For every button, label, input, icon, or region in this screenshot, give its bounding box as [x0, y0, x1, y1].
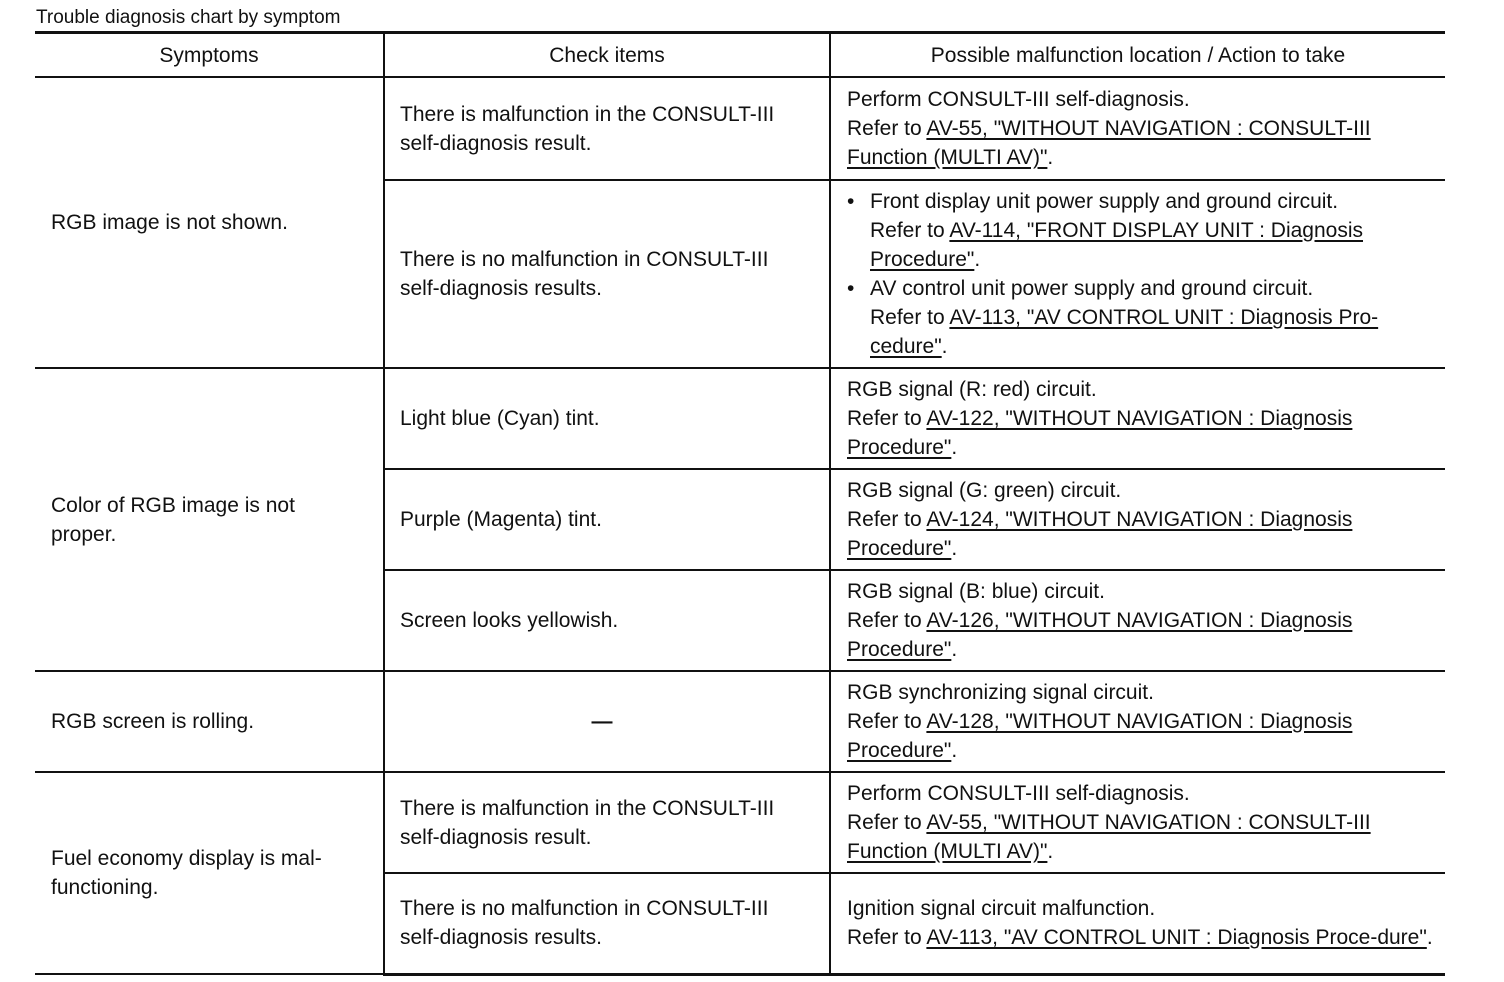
action-line: RGB signal (R: red) circuit.: [847, 378, 1097, 401]
symptom-text: Fuel economy display is mal-functioning.: [51, 847, 322, 899]
check-item-cell: [384, 570, 830, 671]
action-line: AV control unit power supply and ground circuit.: [870, 277, 1314, 300]
symptom-cell: [35, 77, 384, 368]
check-item-cell: [384, 772, 830, 873]
check-item-cell: [384, 671, 830, 772]
check-item-cell: [384, 180, 830, 368]
header-check-items: Check items: [384, 33, 830, 78]
action-refer: Refer to AV-55, "WITHOUT NAVIGATION : CONSULT-III Function (MULTI AV)".: [847, 117, 1371, 169]
reference-link[interactable]: AV-113, "AV CONTROL UNIT : Diagnosis Pro-cedure": [870, 306, 1379, 358]
header-symptoms: Symptoms: [35, 33, 384, 78]
symptom-cell: [35, 772, 384, 974]
action-cell: [830, 469, 1445, 570]
symptom-text: RGB image is not shown.: [51, 211, 288, 234]
action-refer: Refer to AV-126, "WITHOUT NAVIGATION : Diagnosis Procedure".: [847, 609, 1353, 661]
check-item-line: Screen looks yellowish.: [400, 609, 619, 632]
check-item-cell: [384, 469, 830, 570]
reference-link[interactable]: AV-114, "FRONT DISPLAY UNIT : Diagnosis Procedure": [870, 219, 1363, 271]
reference-link[interactable]: AV-124, "WITHOUT NAVIGATION : Diagnosis Procedure": [847, 508, 1353, 560]
symptom-text: RGB screen is rolling.: [51, 710, 255, 733]
action-bullet: [847, 274, 1439, 361]
action-refer: Refer to AV-128, "WITHOUT NAVIGATION : Diagnosis Procedure".: [847, 710, 1353, 762]
action-line: Perform CONSULT-III self-diagnosis.: [847, 782, 1190, 805]
check-item-line: There is malfunction in the CONSULT-III: [400, 102, 775, 126]
reference-link[interactable]: AV-122, "WITHOUT NAVIGATION : Diagnosis Procedure": [847, 407, 1353, 459]
action-refer: Refer to AV-113, "AV CONTROL UNIT : Diagnosis Proce-dure".: [847, 926, 1433, 950]
check-item-cell: [384, 368, 830, 469]
action-cell: [830, 570, 1445, 671]
action-refer: Refer to AV-113, "AV CONTROL UNIT : Diagnosis Pro-cedure".: [870, 306, 1379, 358]
action-line: RGB signal (B: blue) circuit.: [847, 580, 1105, 603]
bullet-icon: •: [847, 190, 855, 213]
check-item-cell: [384, 873, 830, 974]
action-cell: [830, 873, 1445, 974]
check-item-line: There is malfunction in the CONSULT-III: [400, 796, 775, 820]
table-row: [35, 671, 1445, 772]
action-line: RGB signal (G: green) circuit.: [847, 479, 1122, 502]
action-refer: Refer to AV-55, "WITHOUT NAVIGATION : CONSULT-III Function (MULTI AV)".: [847, 811, 1371, 863]
action-cell: [830, 180, 1445, 368]
action-bullet: [847, 187, 1439, 274]
bullet-icon: •: [847, 277, 855, 300]
em-dash: —: [591, 710, 613, 733]
action-cell: [830, 772, 1445, 873]
action-cell: [830, 368, 1445, 469]
check-item-cell: [384, 77, 830, 180]
action-refer: Refer to AV-122, "WITHOUT NAVIGATION : Diagnosis Procedure".: [847, 407, 1353, 459]
reference-link[interactable]: AV-126, "WITHOUT NAVIGATION : Diagnosis Procedure": [847, 609, 1353, 661]
symptom-cell: [35, 671, 384, 772]
action-refer: Refer to AV-124, "WITHOUT NAVIGATION : Diagnosis Procedure".: [847, 508, 1353, 560]
trouble-diagnosis-table: [35, 31, 1445, 976]
action-line: Perform CONSULT-III self-diagnosis.: [847, 88, 1190, 111]
chart-caption: Trouble diagnosis chart by symptom: [36, 7, 341, 28]
action-cell: [830, 671, 1445, 772]
action-line: Front display unit power supply and ground circuit.: [870, 190, 1339, 213]
table-row: [35, 772, 1445, 873]
symptom-text: Color of RGB image is not proper.: [51, 493, 295, 546]
action-refer: Refer to AV-114, "FRONT DISPLAY UNIT : Diagnosis Procedure".: [870, 219, 1363, 271]
check-item-line: self-diagnosis result.: [400, 825, 592, 849]
check-item-line: self-diagnosis results.: [400, 926, 602, 950]
header-action: Possible malfunction location / Action to take: [830, 33, 1445, 78]
action-line: RGB synchronizing signal circuit.: [847, 681, 1154, 704]
action-line: Ignition signal circuit malfunction.: [847, 897, 1156, 921]
header-row: [35, 33, 1445, 78]
reference-link[interactable]: AV-55, "WITHOUT NAVIGATION : CONSULT-III Function (MULTI AV)": [847, 811, 1371, 863]
check-item-line: There is no malfunction in CONSULT-III: [400, 897, 769, 921]
symptom-cell: [35, 368, 384, 671]
check-item-line: There is no malfunction in CONSULT-III: [400, 248, 769, 271]
reference-link[interactable]: AV-113, "AV CONTROL UNIT : Diagnosis Proce-dure": [926, 926, 1427, 950]
table-row: [35, 368, 1445, 469]
table-row: [35, 77, 1445, 180]
reference-link[interactable]: AV-55, "WITHOUT NAVIGATION : CONSULT-III Function (MULTI AV)": [847, 117, 1371, 169]
check-item-line: Purple (Magenta) tint.: [400, 508, 602, 531]
check-item-line: self-diagnosis result.: [400, 131, 592, 155]
reference-link[interactable]: AV-128, "WITHOUT NAVIGATION : Diagnosis Procedure": [847, 710, 1353, 762]
action-cell: [830, 77, 1445, 180]
check-item-line: self-diagnosis results.: [400, 277, 602, 300]
check-item-line: Light blue (Cyan) tint.: [400, 407, 600, 430]
